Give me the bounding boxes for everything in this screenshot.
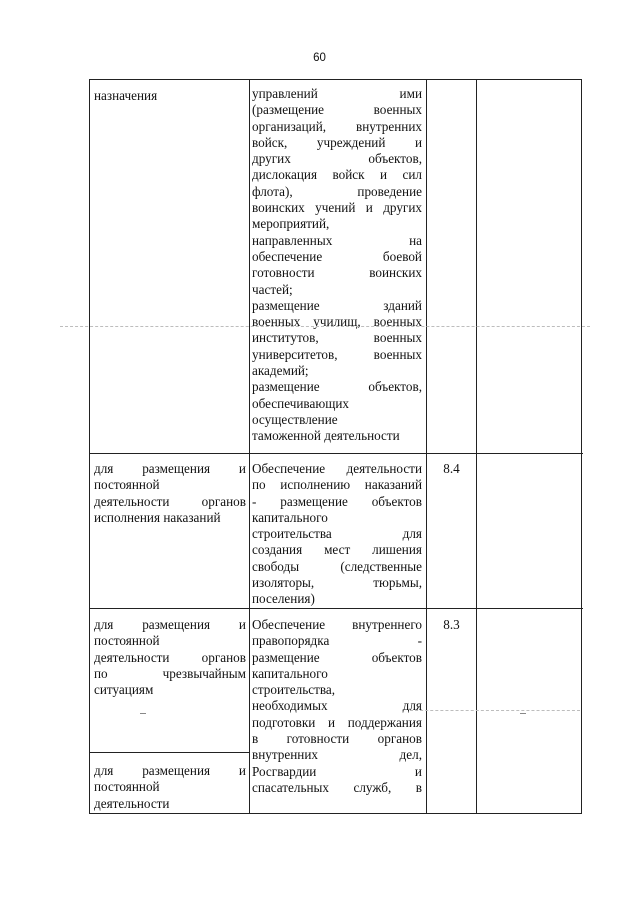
table-row-2-code: 8.4 bbox=[443, 461, 460, 476]
row-divider bbox=[90, 608, 583, 609]
table-row-1-name: назначения bbox=[94, 88, 158, 103]
scan-artifact-mark bbox=[140, 713, 146, 714]
table-row-3-code: 8.3 bbox=[443, 617, 460, 632]
table-row-3-description: Обеспечение внутреннего правопорядка - размещение объектов капитального строительства, необходимых для подготовки и поддержания в готовности органов внутренних дел, Росгвардии и спасательных служб, в bbox=[252, 617, 422, 795]
column-divider bbox=[426, 80, 427, 813]
scan-artifact-mark bbox=[520, 713, 526, 714]
row-divider bbox=[90, 453, 583, 454]
column-divider bbox=[249, 80, 250, 813]
land-use-table bbox=[89, 79, 582, 814]
column-divider bbox=[476, 80, 477, 813]
table-row-2-description: Обеспечение деятельности по исполнению наказаний - размещение объектов капитального строительства для создания мест лишения свободы (следственные изоляторы, тюрьмы, поселения) bbox=[252, 461, 422, 607]
scan-artifact-line bbox=[410, 710, 580, 711]
table-row-2-name: для размещения и постоянной деятельности органов исполнения наказаний bbox=[94, 461, 246, 525]
table-row-3-name: для размещения и постоянной деятельности органов по чрезвычайным ситуациям bbox=[94, 617, 246, 698]
table-row-1-description: управлений ими (размещение военных организаций, внутренних войск, учреждений и других объектов, дислокация войск и сил флота), проведение воинских учений и других мероприятий, направленных на обеспечение боевой готовности воинских частей; размещение зданий военных училищ, военных институтов, военных университетов, военных академий; размещение объектов, обеспечивающих осуществление таможенной деятельности bbox=[252, 86, 422, 444]
page-number: 60 bbox=[313, 52, 326, 64]
table-row-4-name: для размещения и постоянной деятельности bbox=[94, 763, 246, 811]
row-divider bbox=[90, 752, 249, 753]
scan-artifact-line bbox=[60, 326, 590, 327]
